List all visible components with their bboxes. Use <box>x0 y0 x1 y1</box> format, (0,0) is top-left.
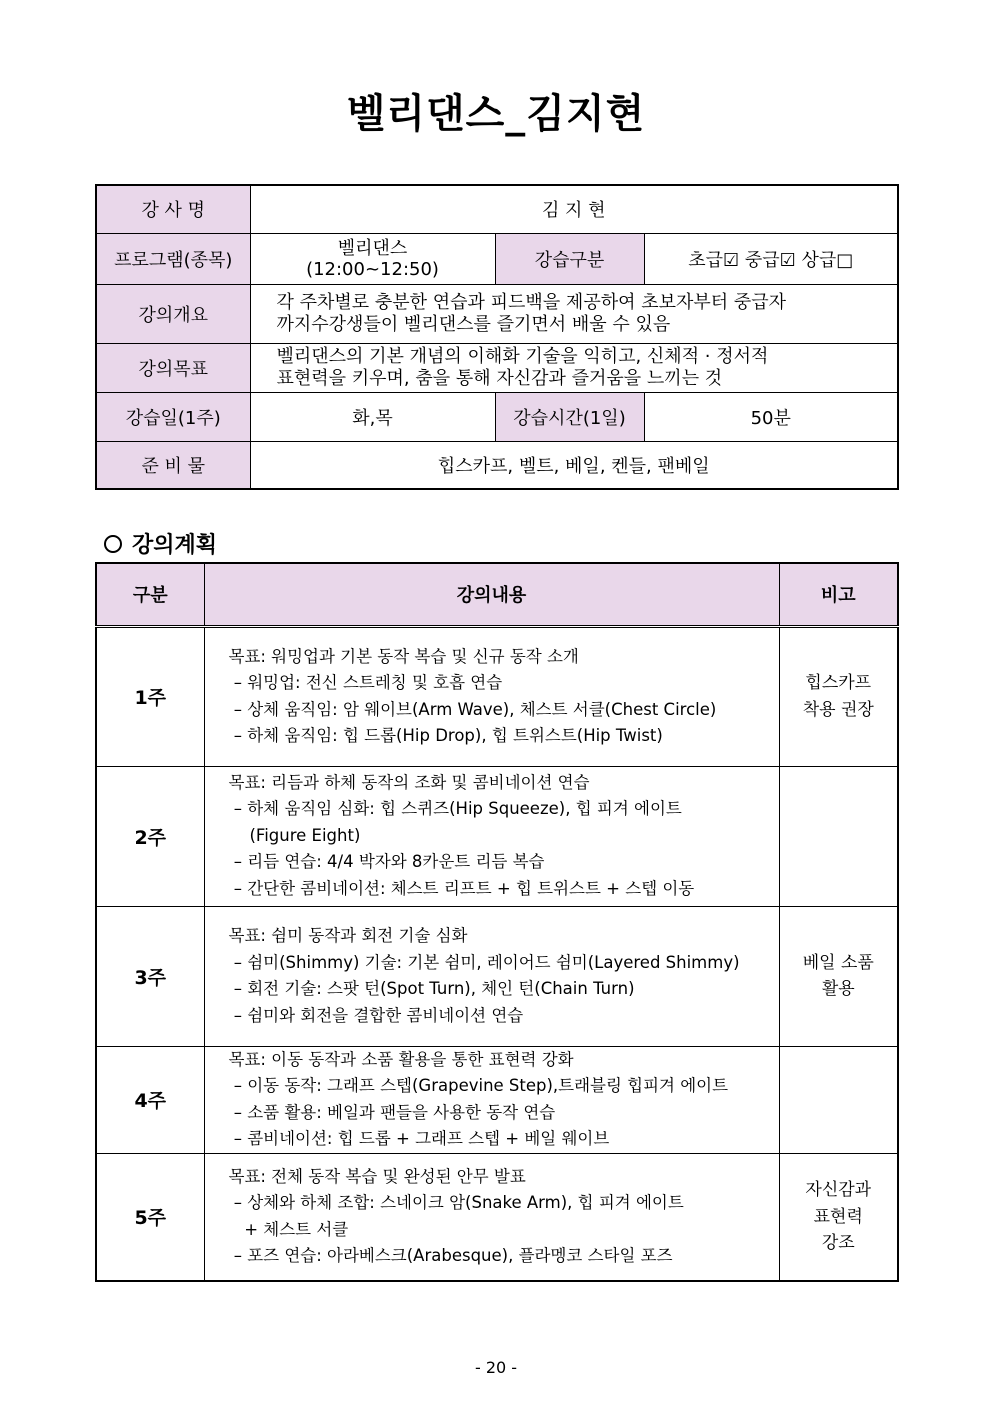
duration-value: 50분 <box>644 392 898 441</box>
overview-line: 까지수강생들이 벨리댄스를 즐기면서 배울 수 있음 <box>276 313 671 335</box>
content-line: + 체스트 서클 <box>228 1219 349 1239</box>
header-note: 비고 <box>779 563 898 626</box>
circle-bullet-icon <box>104 535 122 553</box>
content-line: – 회전 기술: 스팟 턴(Spot Turn), 체인 턴(Chain Turn) <box>228 979 635 998</box>
note-line: 자신감과 <box>805 1180 872 1200</box>
program-value <box>250 233 495 284</box>
content-line: – 리듬 연습: 4/4 박자와 8카운트 리듬 복습 <box>228 852 545 872</box>
content-line: – 이동 동작: 그래프 스텝(Grapevine Step),트래블링 힙피겨 에이트 <box>228 1076 729 1095</box>
content-line: – 하체 움직임 심화: 힙 스퀴즈(Hip Squeeze), 힙 피겨 에이트 <box>228 799 682 819</box>
week-goal: 목표: 전체 동작 복습 및 완성된 안무 발표 <box>228 1166 526 1186</box>
goal-line: 표현력을 키우며, 춤을 통해 자신감과 즐거움을 느끼는 것 <box>276 367 723 389</box>
note-cell <box>779 1046 898 1153</box>
table-row <box>96 766 898 906</box>
week-cell: 1주 <box>96 626 204 766</box>
table-row <box>96 626 898 766</box>
days-value: 화,목 <box>250 392 495 441</box>
week-cell: 4주 <box>96 1046 204 1153</box>
content-line: – 상체 움직임: 암 웨이브(Arm Wave), 체스트 서클(Chest Circle) <box>228 699 717 719</box>
section-title: 강의계획 <box>132 533 218 558</box>
content-line: – 포즈 연습: 아라베스크(Arabesque), 플라멩코 스타일 포즈 <box>228 1246 673 1266</box>
content-cell <box>204 906 779 1046</box>
note-cell <box>779 1153 898 1281</box>
note-line: 강조 <box>821 1233 855 1253</box>
page-title: 벨리댄스_김지현 <box>346 91 646 137</box>
course-info-table <box>95 184 899 490</box>
content-cell <box>204 766 779 906</box>
page-number: - 20 - <box>474 1358 518 1377</box>
note-line: 착용 권장 <box>802 699 874 720</box>
week-goal: 목표: 리듬과 하체 동작의 조화 및 콤비네이션 연습 <box>228 772 590 792</box>
goal-value <box>250 343 898 392</box>
content-line: – 쉼미(Shimmy) 기술: 기본 쉼미, 레이어드 쉼미(Layered Shimmy) <box>228 952 740 972</box>
days-label: 강습일(1주) <box>96 392 250 441</box>
table-row <box>96 906 898 1046</box>
week-goal: 목표: 이동 동작과 소품 활용을 통한 표현력 강화 <box>228 1049 574 1069</box>
note-line: 표현력 <box>813 1206 863 1227</box>
level-label: 강습구분 <box>495 233 644 284</box>
content-line: – 하체 움직임: 힙 드롭(Hip Drop), 힙 트위스트(Hip Twist) <box>228 726 663 745</box>
week-cell: 5주 <box>96 1153 204 1281</box>
content-cell <box>204 1153 779 1281</box>
lecture-plan-table <box>95 562 899 1282</box>
note-line: 활용 <box>821 979 855 999</box>
week-cell: 2주 <box>96 766 204 906</box>
note-line: 힙스카프 <box>805 673 872 693</box>
materials-label: 준 비 물 <box>96 441 250 489</box>
instructor-value: 김 지 현 <box>250 185 898 233</box>
week-cell: 3주 <box>96 906 204 1046</box>
content-line: (Figure Eight) <box>228 825 361 845</box>
level-value: 초급☑ 중급☑ 상급□ <box>644 233 898 284</box>
table-row <box>96 1153 898 1281</box>
content-line: – 콤비네이션: 힙 드롭 + 그래프 스텝 + 베일 웨이브 <box>228 1129 610 1148</box>
content-line: – 소품 활용: 베일과 팬들을 사용한 동작 연습 <box>228 1102 556 1122</box>
duration-label: 강습시간(1일) <box>495 392 644 441</box>
note-cell <box>779 906 898 1046</box>
section-heading <box>104 528 217 559</box>
note-cell <box>779 626 898 766</box>
content-cell <box>204 1046 779 1153</box>
content-line: – 워밍업: 전신 스트레칭 및 호흡 연습 <box>228 673 503 692</box>
program-time: (12:00~12:50) <box>306 258 439 280</box>
header-week: 구분 <box>96 563 204 626</box>
content-line: – 간단한 콤비네이션: 체스트 리프트 + 힙 트위스트 + 스텝 이동 <box>228 878 695 898</box>
instructor-label: 강 사 명 <box>96 185 250 233</box>
note-line: 베일 소품 <box>802 952 874 973</box>
note-cell <box>779 766 898 906</box>
week-goal: 목표: 워밍업과 기본 동작 복습 및 신규 동작 소개 <box>228 646 579 666</box>
overview-line: 각 주차별로 충분한 연습과 피드백을 제공하여 초보자부터 중급자 <box>276 291 787 313</box>
header-content: 강의내용 <box>204 563 779 626</box>
overview-value <box>250 284 898 343</box>
content-cell <box>204 626 779 766</box>
program-name: 벨리댄스 <box>337 237 408 259</box>
content-line: – 쉼미와 회전을 결합한 콤비네이션 연습 <box>228 1005 524 1025</box>
materials-value: 힙스카프, 벨트, 베일, 켄들, 팬베일 <box>250 441 898 489</box>
content-line: – 상체와 하체 조합: 스네이크 암(Snake Arm), 힙 피겨 에이트 <box>228 1193 684 1213</box>
week-goal: 목표: 쉼미 동작과 회전 기술 심화 <box>228 926 468 945</box>
overview-label: 강의개요 <box>96 284 250 343</box>
goal-line: 벨리댄스의 기본 개념의 이해화 기술을 익히고, 신체적 · 정서적 <box>276 345 769 367</box>
program-label: 프로그램(종목) <box>96 233 250 284</box>
goal-label: 강의목표 <box>96 343 250 392</box>
table-row <box>96 1046 898 1153</box>
